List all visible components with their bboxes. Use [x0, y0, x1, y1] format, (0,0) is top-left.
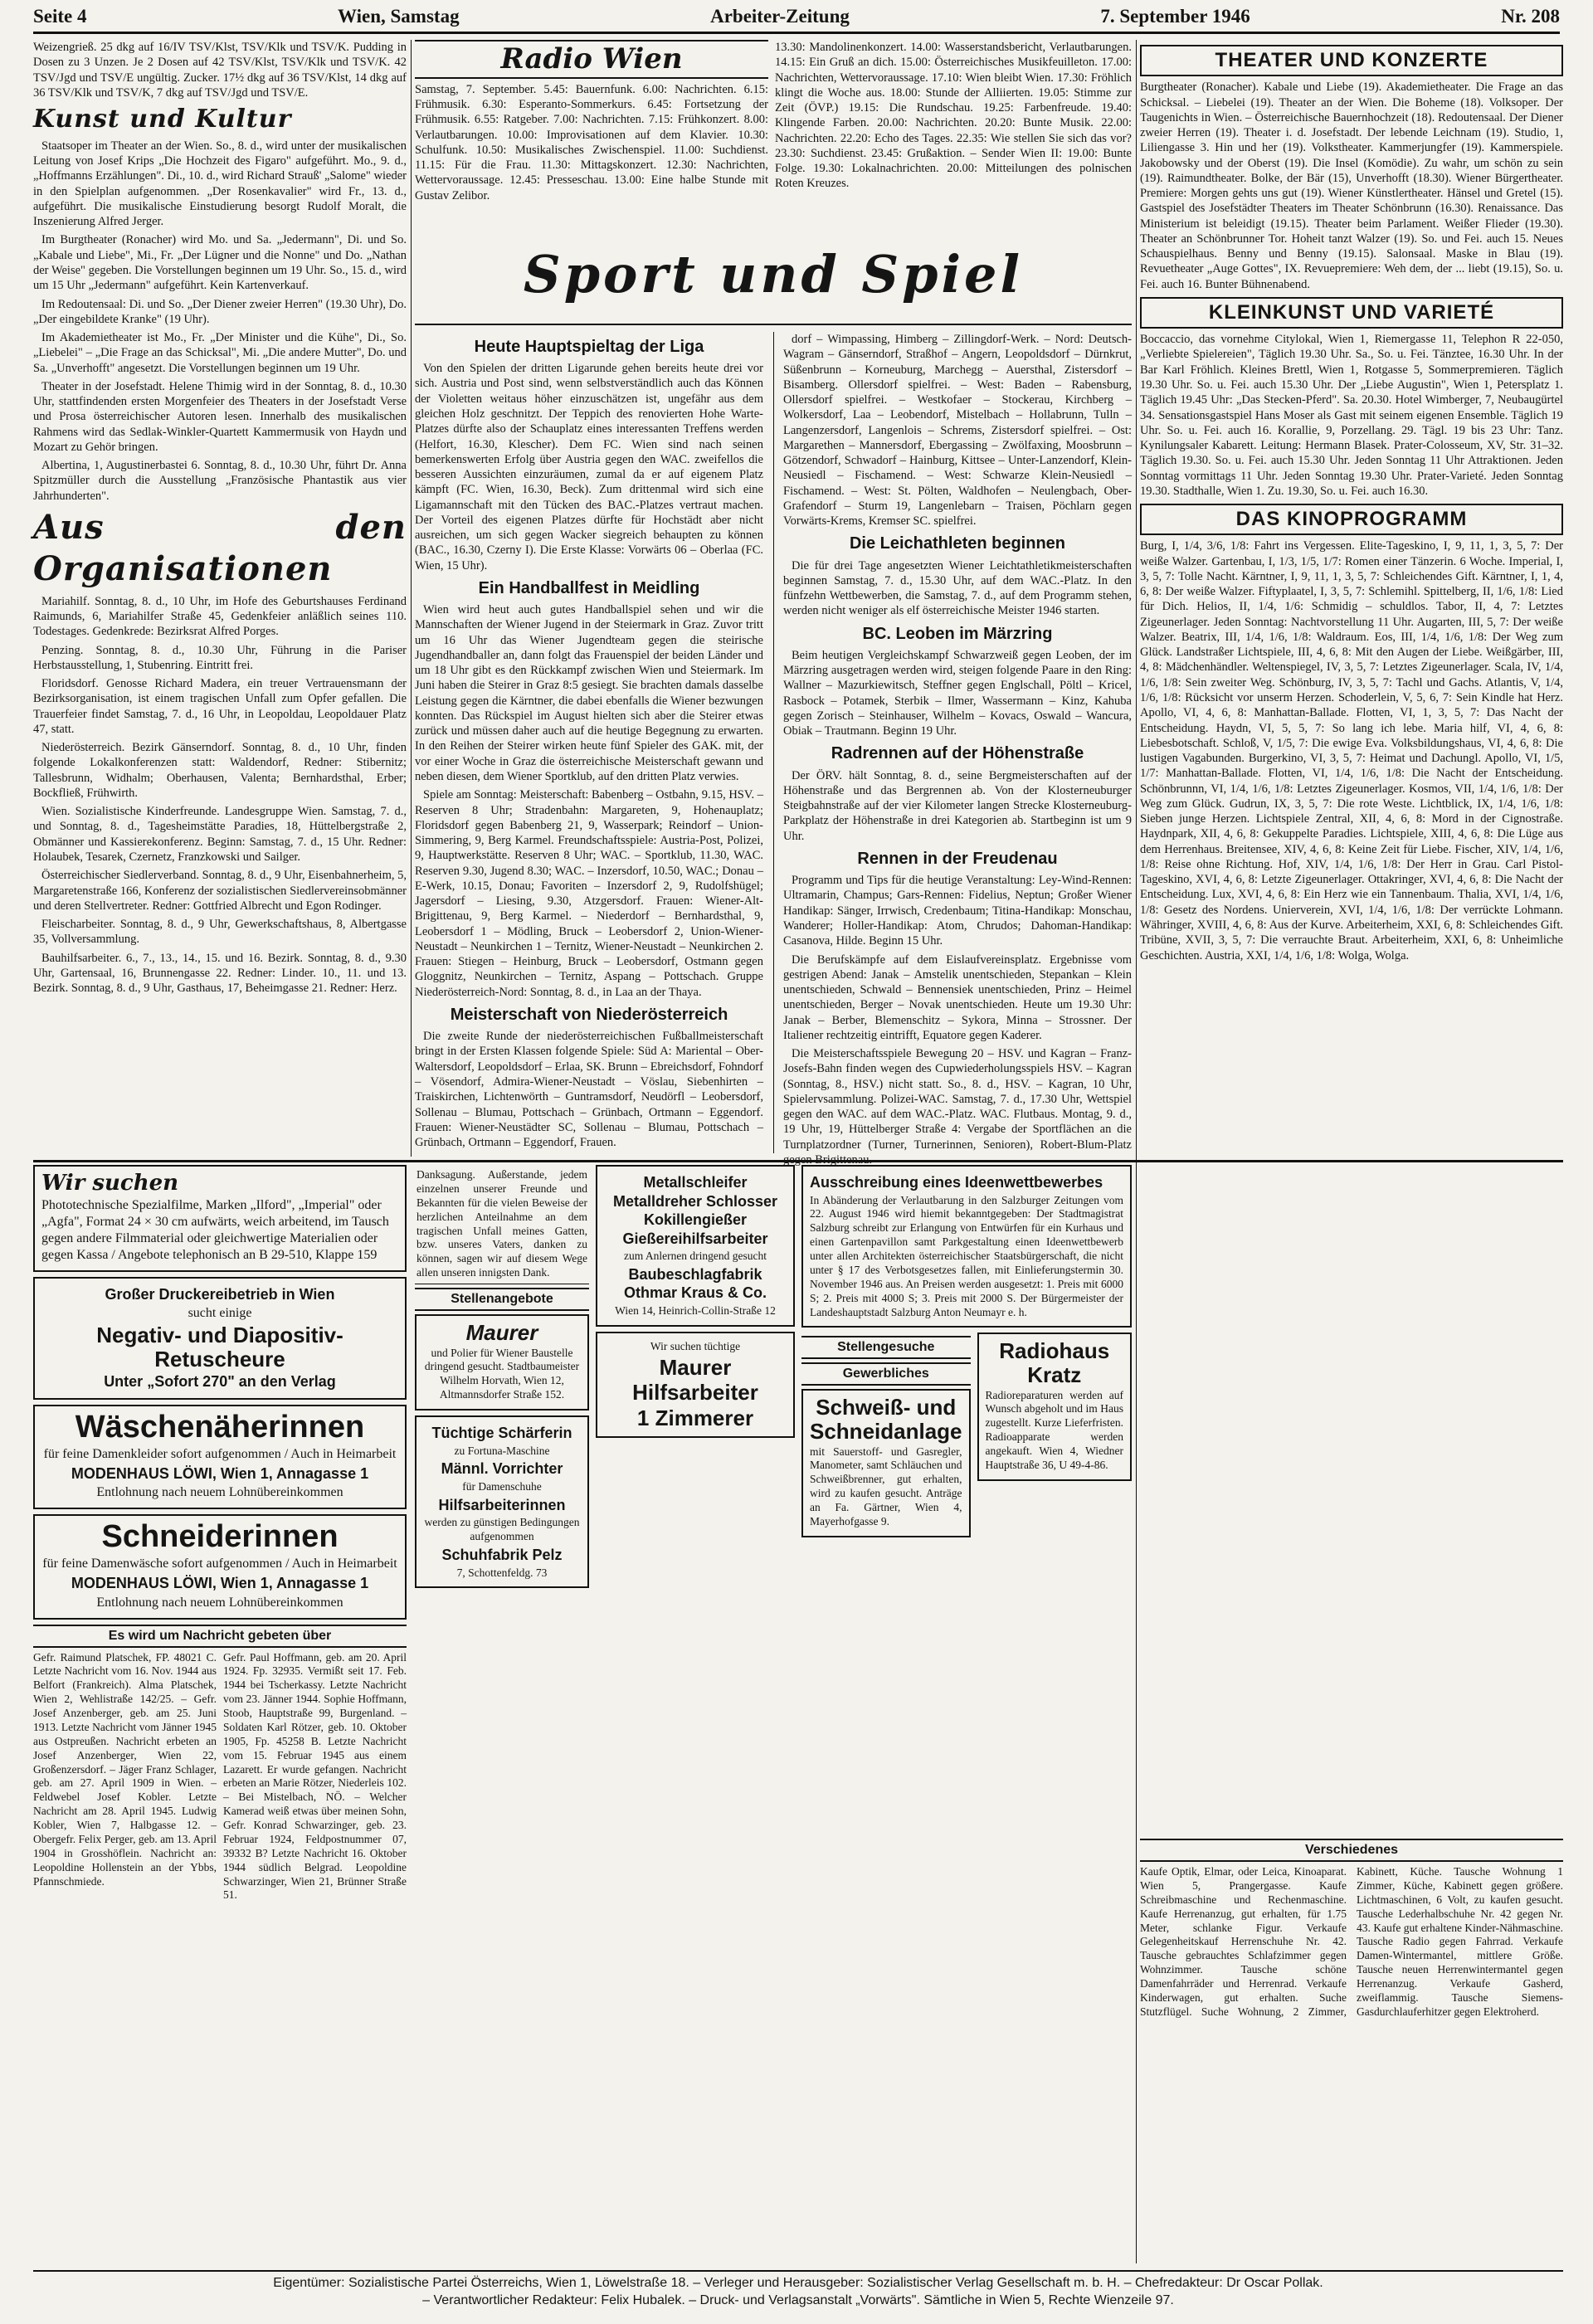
- sport-banner: [415, 244, 1132, 325]
- ads-column-b: [415, 1165, 589, 2260]
- org-item: Fleischarbeiter. Sonntag, 8. d., 9 Uhr, Gewerkschaftshaus, 8, Albertgasse 35, Vollversammlung.: [33, 918, 407, 947]
- stellenangebote-heading: Stellenangebote: [415, 1288, 589, 1311]
- nachricht-text: Gefr. Paul Hoffmann, geb. am 20. April 1924. Fp. 32935. Vermißt seit 17. Feb. 1944 bei Tscherkassy. Letzte Nachricht vom 23. Jänner 1944. Sophie Hoffmann, Stoob, Hauptstraße 99, Burgenland. – Soldaten Karl Rötzer, geb. 10. Oktober 1905, Fp. 45258 B. Letzte Nachricht vom 15. Februar 1945 aus einem Lazarett. Er wurde gefangen. Nachricht erbeten an Marie Rötzer, Niederleis 102. – Bei Mistelbach, NÖ. – Welcher Kamerad weiß etwas über meinen Sohn, Gefr. Konrad Schwarzinger, geb. 23. Februar 1924, Feldpostnummer 07, 39332 B? Letzte Nachricht 16. Oktober 1944 südlich Belgrad. Leopoldine Schwarzinger, Wien 21, Brünner Straße 51.: [223, 1650, 407, 1902]
- article-body: Beim heutigen Vergleichskampf Schwarzweiß gegen Leoben, der im Märzring ausgetragen werden wird, steigen folgende Paare in den Ring: Wallner – Mazurkiewitsch, Steffner gegen Englschall, Pöltl – Kricel, Rasbock – Potamek, Sterbik – Ilmer, Wassermann – Kinz, Kahuba gegen Zorisch – Steinhauser, Wilhelm – Kovacs, Oswald – Wancura, Obiak – Trautmann. Beginn 19 Uhr.: [783, 648, 1132, 738]
- sport-column-left: [415, 332, 763, 1153]
- nachricht-heading: Es wird um Nachricht gebeten über: [33, 1625, 407, 1648]
- column-left: [33, 40, 407, 1157]
- org-heading: Aus den Organisationen: [33, 507, 407, 589]
- ad-waeschenaeherinnen: [33, 1405, 407, 1509]
- article-body: Die Berufskämpfe auf dem Eislaufvereinsplatz. Ergebnisse vom gestrigen Abend: Janak – Amstelik unentschieden, Stepankan – Klein unentschieden, Schwald – Bennensiek unentschieden, Prinz – Heimel unentschieden, Berger – Novak unentschieden. Heute um 19.30 Uhr: Janak – Berber, Blemenschitz – Sykora, Minna – Strossner. Der Italiener rechtzeitig eintrifft, Equatore gegen Kaderer.: [783, 952, 1132, 1042]
- article-heading: Rennen in der Freudenau: [857, 850, 1058, 868]
- ad-text: Phototechnische Spezialfilme, Marken „Ilford", „Imperial" oder „Agfa", Format 24 × 30 cm aufwärts, weich arbeitend, im Tausch gegen andere Filmmaterial oder gleichwertige Materialien oder gegen Kassa / Angebote telephonisch an B 29-510, Klappe 159: [41, 1197, 389, 1262]
- ad-text: Radioreparaturen werden auf Wunsch abgeholt und im Haus zugestellt. Kurze Lieferfristen. Radioapparate werden angekauft. Wien 4, Wiedner Hauptstraße 36, U 49-4-86.: [985, 1388, 1123, 1471]
- ad-text: Männl. Vorrichter: [441, 1460, 563, 1478]
- ad-text: für feine Damenkleider sofort aufgenommen / Auch in Heimarbeit: [43, 1446, 397, 1461]
- imprint-line: Eigentümer: Sozialistische Partei Österreichs, Wien 1, Löwelstraße 18. – Verleger und Herausgeber: Sozialistischer Verlag Gesellschaft m. b. H. – Chefredakteur: Dr Oscar Pollak.: [273, 2276, 1323, 2290]
- ad-text: 7, Schottenfeldg. 73: [456, 1566, 548, 1579]
- article-body: Die zweite Runde der niederösterreichischen Fußballmeisterschaft bringt in der Ersten Klassen folgende Spiele: Süd A: Mariental – Ober-Waltersdorf, Leopoldsdorf – Erlaa, SK. Brunn – Ebreichsdorf, Fohndorf – Vösendorf, Admira-Wiener-Neustadt – Vöslau, Siebenhirten – Traiskirchen, Lichtenwörth – Guntramsdorf, Neudörfl – Leobersdorf, Sollenau – Blumau, Pottschach – Grünbach, Ortmann – Eggendorf. Frauen: Wiener-Neustädter SC, Sollenau – Blumau, Pottschach – Grünbach, Ortmann – Eggendorf, Frauen.: [415, 1030, 763, 1150]
- verschiedenes-text: Kaufe Optik, Elmar, oder Leica, Kinoaparat. Wien 5, Prangergasse. Kaufe Schreibmaschine und Rechenmaschine. Kaufe Herrenanzug, gut erhalten, für 1.75 Meter, schlanke Figur. Verkaufe Gelegenheitskauf Herrenschuhe Nr. 42. Tausche gebrauchtes Schlafzimmer gegen Wohnzimmer. Tausche schöne Damenfahrräder und Herrenrad. Verkaufe Kinderwagen, gut erhalten. Suche Stutzflügel. Suche Wohnung, 2 Zimmer, Kabinett, Küche. Tausche Wohnung 1 Zimmer, Küche, Kabinett gegen größere. Lichtmaschinen, 6 Volt, zu kaufen gesucht. Tausche Lederhalbschuhe Nr. 42 gegen Nr. 43. Kaufe gut erhaltene Kinder-Nähmaschine. Tausche Radio gegen Fahrrad. Verkaufe Damen-Wintermantel, mittlere Größe. Tausche neuen Herrenwintermantel gegen Herrenanzug. Verkaufe Gasherd, zweiflammig. Tausche Siemens-Gasdurchlauferhitzer gegen Elektroherd.: [1140, 1865, 1563, 2018]
- page-number: Seite 4: [33, 6, 87, 27]
- ad-text: Hilfsarbeiterinnen: [438, 1496, 566, 1513]
- ad-schweissanlage: [801, 1389, 971, 1537]
- ads-subcol: [801, 1333, 971, 1542]
- kunst-item: Staatsoper im Theater an der Wien. So., 8. d., wird unter der musikalischen Leitung von Josef Krips „Die Hochzeit des Figaro" aufgeführt. Mo., 9. d., „Hoffmanns Erzählungen". Di., 10. d., wird Richard Strauß' „Salome" wieder in den Spielplan aufgenommen. „Der Rosenkavalier" wird Fr., 13. d., aufgeführt. Die musikalische Einstudierung besorgt Rudolf Moralt, die Inszenierung Alfred Jerger.: [33, 139, 407, 229]
- masthead-title: Arbeiter-Zeitung: [710, 6, 850, 27]
- ration-notice: Weizengrieß. 25 dkg auf 16/IV TSV/Klst, TSV/Klk und TSV/K. Pudding in Dosen zu 3 Unzen. Je 2 Dosen auf 42 TSV/Klst, TSV/Klk und TSV/K. 42 TSV/Jgd und TSV/E ungültig. Zucker. 17½ dkg auf 36 TSV/Klst, 14 dkg auf 36 TSV/Klk und TSV/K, 7 dkg auf TSV/Jgd und TSV/E.: [33, 41, 407, 100]
- ad-radiohaus: [977, 1333, 1133, 1480]
- ad-heading: Maurer: [465, 1320, 538, 1345]
- ad-heading: Radiohaus Kratz: [999, 1338, 1110, 1387]
- article-heading: Die Leichathleten beginnen: [849, 534, 1066, 553]
- ads-column-c: [596, 1165, 795, 2260]
- ad-text: Baubeschlagfabrik Othmar Kraus & Co.: [623, 1265, 767, 1302]
- ad-text: MODENHAUS LÖWI, Wien 1, Annagasse 1: [71, 1464, 369, 1482]
- column-rule: [411, 40, 412, 1157]
- ad-maurer-hilfsarbeiter: [596, 1332, 795, 1439]
- theater-heading: THEATER UND KONZERTE: [1140, 45, 1563, 76]
- org-item: Penzing. Sonntag, 8. d., 10.30 Uhr, Führung in die Pariser Herbstausstellung, 1, Stubenring. Eintritt frei.: [33, 643, 407, 672]
- ad-text: mit Sauerstoff- und Gasregler, Manometer, samt Schläuchen und Schweißbrenner, gut erhalten, wird zu kaufen gesucht. Anträge an Fa. Gärtner, Wien 4, Mayerhofgasse 9.: [810, 1445, 962, 1527]
- ad-text: Entlohnung nach neuem Lohnübereinkommen: [96, 1595, 343, 1610]
- gewerbliches-heading: Gewerbliches: [801, 1362, 971, 1386]
- org-item: Floridsdorf. Genosse Richard Madera, ein treuer Vertrauensmann der Bezirksorganisation, ist einem tragischen Unfall zum Opfer gefallen. Die Trauerfeier findet Samstag, 7. d., 16 Uhr, in Leopoldau, Leopoldauer Platz 47, statt.: [33, 677, 407, 736]
- imprint-line: – Verantwortlicher Redakteur: Felix Hubalek. – Druck- und Verlagsanstalt „Vorwärts". Sämtliche in Wien 5, Rechte Wienzeile 97.: [422, 2292, 1174, 2307]
- ad-text: Hilfsarbeiter: [632, 1380, 758, 1406]
- ads-column-verschiedenes: [1140, 1835, 1563, 2260]
- kleinkunst-listing: Boccaccio, das vornehme Citylokal, Wien 1, Riemergasse 11, Telephon R 22-050, „Verliebte Spielereien", Täglich 19.30 Uhr. Sa., So. u. Fei. Tänztee, 16.30 Uhr. In der Bar Karl Fröhlich. Kleines Brettl, Wien 1, Rotgasse 5, Sommerpremieren. Täglich 19.30 Uhr. So. u. Fei. auch 15.30 Uhr. Der „Liebe Augustin", Wien 1, Petersplatz 1. Täglich 19.45 Uhr: „Das Stecken-Pferd". Sa. 20.30. Hotel Wimberger, 7, Neubaugürtel 34. Sensationsgastspiel Hans Moser als Gast mit seinem eigenen Ensemble. Täglich 19 Uhr. So. u. Fei. auch 16. Korallie, 9, Porzellang. 29. Tägl. 19 bis 23 Uhr: Tanz. Kynilungsaler Kabarett. Leitung: Hermann Blasek. Prater-Colosseum, XV, Str. 31–32. Täglich 19.30. So. u. Fei. auch 15.30 Uhr. Jeden Sonntag 11 Uhr Attraktionen. Jeden Sonntag vormittags 11 Uhr. Jeden Sonntag 19.30 Uhr. Prater-Varieté. Jeden Sonntag 19.30. Stadthalle, Wien 1. Zu. 19.30, So. u. Fei. auch 16.30.: [1140, 333, 1563, 498]
- article-body: Wien wird heut auch gutes Handballspiel sehen und wir die Mannschaften der Wiener Jugend in der Steiermark in Graz. Zuvor tritt um 16 Uhr das Wiener Jugendteam gegen die steirische Jugendhandballer an, dann folgt das Frauenspiel der beiden Länder und um 18 Uhr gibt es den Rückkampf zwischen Wien und Steiermark. Im Juni haben die Steirer in Graz 8:5 gesiegt. Sie brachten damals dasselbe Leistung gegen die Kärntner, die dabei ebenfalls die Wiener bezwungen konnten. Das Rückspiel im August hielten sich aber die Steirer etwas zurück und müssen daher auch auf die heutige Begegnung zu erwarten. In den Reihen der Steirer wirken heute fünf Spieler des GAK. mit, der vor einer Woche in Graz die österreichische Meisterschaft gewann und neben diesen, dem Wiener Sportklub, auf den dritten Platz verwies.: [415, 603, 763, 784]
- page-header: [33, 2, 1560, 34]
- ads-column-d: [801, 1165, 1132, 2260]
- ad-metallschleifer: [596, 1165, 795, 1327]
- imprint-footer: [33, 2270, 1563, 2310]
- ad-text: zum Anlernen dringend gesucht: [623, 1250, 767, 1262]
- nachricht-text: Gefr. Raimund Platschek, FP. 48021 C. Letzte Nachricht vom 16. Nov. 1944 aus Belfort (Frankreich). Alma Platschek, Wien 2, Wehlistraße 142/25. – Gefr. Josef Anzenberger, geb. am 25. Juni 1913. Letzte Nachricht vom Jänner 1945 aus Ostpreußen. Nachricht erbeten an Josef Anzenberger, Wien 22, Großenzersdorf. – Jäger Franz Schlager, geb. am 27. April 1909 in Wien. – Feldwebel Josef Kobler. Letzte Nachricht am 28. April 1945. Ludwig Kobler, Wien 7, Halbgasse 12. – Obergefr. Felix Perger, geb. am 13. April 1904 in Grosshöflein. Nachricht an: Leopoldine Hollenstein an der Ybbs, Pfannschmiede.: [33, 1650, 217, 1888]
- org-item: Österreichischer Siedlerverband. Sonntag, 8. d., 9 Uhr, Eisenbahnerheim, 5, Margaretenstraße 166, Konferenz der sozialistischen Siedlervereinsobmänner und deren Stellvertreter. Redner: Gottfried Albrecht und Egon Rodinger.: [33, 869, 407, 913]
- radio-column-continued: [775, 40, 1132, 274]
- article-heading: Meisterschaft von Niederösterreich: [450, 1006, 728, 1024]
- stellengesuche-heading: Stellengesuche: [801, 1336, 971, 1359]
- ads-subrow: [801, 1333, 1132, 1542]
- verschiedenes-heading: Verschiedenes: [1140, 1839, 1563, 1862]
- sport-heading: Sport und Spiel: [523, 244, 1024, 305]
- radio-program: Samstag, 7. September. 5.45: Bauernfunk. 6.00: Nachrichten. 6.15: Frühmusik. 6.30: Esperanto-Sommerkurs. 6.45: Fortsetzung der Frühmusik. 6.55: Ratgeber. 7.00: Nachrichten. 7.15: Frühkonzert. 8.00: Verlautbarungen. 10.00: Improvisationen auf dem Klavier. 10.30: Schulfunk. 10.50: Musikalisches Zwischenspiel. 11.00: Suchdienst. 11.15: Für die Frau. 11.30: Mittagskonzert. 12.30: Nachrichten, Wettervoraussage. 12.45: Presseschau. 13.00: Eine halbe Stunde mit Gustav Zelibor.: [415, 82, 768, 202]
- kunst-item: Albertina, 1, Augustinerbastei 6. Sonntag, 8. d., 10.30 Uhr, führt Dr. Anna Spitzmüller durch die Ausstellung „Französische Phantastik aus vier Jahrhunderten".: [33, 459, 407, 503]
- ad-ideenwettbewerb: [801, 1165, 1132, 1328]
- ad-text: Negativ- und Diapositiv-Retuscheure: [96, 1323, 343, 1372]
- radio-heading: Radio Wien: [415, 40, 768, 79]
- ad-text: In Abänderung der Verlautbarung in den Salzburger Zeitungen vom 22. August 1946 wird hiemit bekanntgegeben: Der Stadtmagistrat Salzburg schreibt zur Erlangung von Entwürfen für ein Kurhaus und einen Gartenpavillon samt Parkgestaltung einen Ideenwettbewerb unter allen Architekten österreichischer Staatsbürgerschaft, die nicht unter § 17 des Verbotsgesetzes fallen, mit Einlieferungstermin 30. November 1946 aus. An Preisen werden ausgesetzt: 1. Preis mit 6000 S; 2. Preis mit 4000 S; 3. Preis mit 2000 S. Der Bürgermeister der Landeshauptstadt Salzburg Anton Neumayr e. h.: [810, 1193, 1123, 1318]
- nachricht-block: [33, 1651, 407, 1903]
- article-body: Die Meisterschaftsspiele Bewegung 20 – HSV. und Kagran – Franz-Josefs-Bahn finden wegen des Cupwiederholungsspiels HSV. – Kagran (Sonntag, 8., HSV.) nicht statt. So., 8. d., HSV. – Kagran, 10 Uhr, Spielervsammlung. Polizei-WAC. Samstag, 7. d., 17.30 Uhr, Wettspiel gegen den WAC. auf dem WAC.-Platz. WAC. Flutbaus. Montag, 9. d., 19 Uhr, 19, Hüttelberger Straße 4: Vergabe der Sportflächen an die Turnplatzordner (Turner, Turnerinnen, Senioren), Robert-Blum-Platz gegen Brigittenau.: [783, 1047, 1132, 1167]
- header-date-right: 7. September 1946: [1100, 6, 1250, 27]
- article-heading: Ein Handballfest in Meidling: [478, 578, 700, 597]
- ad-heading: Wäschenäherinnen: [75, 1409, 365, 1445]
- ad-danksagung: Danksagung. Außerstande, jedem einzelnen unserer Freunde und Bekannten für die vielen Beweise der herzlichen Anteilnahme an dem tragischen Unfall meines Gatten, bzw. unseres Vaters, danken zu können, sagen wir auf diesem Wege allen unseren innigsten Dank.: [415, 1165, 589, 1284]
- column-rule: [1136, 40, 1137, 2263]
- kunst-item: Im Burgtheater (Ronacher) wird Mo. und Sa. „Jedermann", Di. und So. „Kabale und Liebe", Mi., Fr. „Der Lügner und die Nonne" und Do. „Nathan der Weise" gegeben. Die Vorstellungen beginnen um 19 Uhr. So., 15. d., wird um 15 Uhr „Jedermann" aufgeführt. Kein Kartenverkauf.: [33, 233, 407, 293]
- column-rule: [773, 332, 774, 1153]
- kleinkunst-heading: KLEINKUNST UND VARIETÉ: [1140, 297, 1563, 329]
- sport-section: [415, 244, 1132, 1167]
- ad-text: Metallschleifer Metalldreher Schlosser Kokillengießer Gießereihilfsarbeiter: [612, 1174, 778, 1247]
- article-heading: Radrennen auf der Höhenstraße: [831, 744, 1084, 763]
- sport-column-right: [783, 332, 1132, 1167]
- ad-text: Wien 14, Heinrich-Collin-Straße 12: [615, 1303, 776, 1317]
- article-body: Der ÖRV. hält Sonntag, 8. d., seine Bergmeisterschaften auf der Höhenstraße und das Bergrennen ab. Von der Klosterneuburger Steigbahnstraße auf der vier Kilometer langen Strecke Klosterneuburg-Parkplatz der Höhenstraße in drei Kategorien ab. Startbeginn ist um 9 Uhr.: [783, 768, 1132, 843]
- header-date: Wien, Samstag: [338, 6, 460, 27]
- article-heading: Heute Hauptspieltag der Liga: [474, 338, 704, 356]
- ad-heading: Schweiß- und Schneidanlage: [810, 1395, 962, 1444]
- ad-text: für Damenschuhe: [462, 1479, 542, 1493]
- ads-subcol: [977, 1333, 1133, 1542]
- ad-druckerei: [33, 1277, 407, 1400]
- ad-text: sucht einige: [188, 1306, 252, 1321]
- radio-column: [415, 40, 768, 274]
- article-heading: BC. Leoben im Märzring: [862, 624, 1053, 643]
- ad-text: Wir suchen tüchtige: [650, 1339, 741, 1352]
- kunst-item: Theater in der Josefstadt. Helene Thimig wird in der Sonntag, 8. d., 10.30 Uhr, stattfindenden ersten Morgenfeier des Theaters in der Josefstadt Verse und Prosa österreichischer Autoren lesen. Innerhalb des musikalischen Rahmens wird das Sedlak-Winkler-Quartett Kammermusik von Haydn und Mozart zu Gehör bringen.: [33, 379, 407, 454]
- issue-number: Nr. 208: [1501, 6, 1560, 27]
- org-item: Mariahilf. Sonntag, 8. d., 10 Uhr, im Hofe des Geburtshauses Ferdinand Raimunds, 6, Mariahilfer Straße 45, Gedenkfeier anläßlich seines 110. Todestages. Gedenkrede: Bezirksrat Alfred Porges.: [33, 594, 407, 639]
- ad-text: Großer Druckereibetrieb in Wien: [105, 1285, 335, 1303]
- ad-text: Entlohnung nach neuem Lohnübereinkommen: [96, 1485, 343, 1500]
- theater-listing: Burgtheater (Ronacher). Kabale und Liebe (19). Akademietheater. Die Frage an das Schicksal. – Liebelei (19). Theater an der Wien. Die Boheme (18). Volksoper. Der Taugenichts in Wien. – Österreichische Bauernhochzeit (18). Redoutensaal. Der Diener zweier Herren (19). Theater i. d. Josefstadt. Der lebende Leichnam (19). Studio, 1, Liliengasse 3. Hin und her (19). Volkstheater. Kammerjungfer (19). Kammerspiele. Jakobowsky und der Oberst (19). Die Insel (Komödie). Zu wahr, um schön zu sein (19). Raimundtheater. Bolke, der Bär (15), Unverhofft (18.30). Wiener Bürgertheater. Premiere: Morgen gehts uns gut (19). Wiener Künstlertheater. Hänsel und Gretel (15). Gastspiel des Josefstädter Theaters im Theater Schönbrunn (16.30). Renaissance. Das Ministerium ist beleidigt (19.15). Theater beim Parlament. Weißer Flieder (19.30). Theater an Schönbrunner Tor. Hoheit tanzt Walzer (19). So. und Fei. auch 15. Neues Schauspielhaus. Benny und Benny (19.15). Salonsaal. Maske in Blau (19). Revuetheater „Auge Gottes", IX. Revuepremiere: Weh dem, der ... liebt (19.15), So. u. Fei. auch 16. Bunter Bühnenabend.: [1140, 80, 1563, 291]
- article-body: Die für drei Tage angesetzten Wiener Leichtathletikmeisterschaften beginnen Samstag, 7. d., 15.30 Uhr, auf dem WAC.-Platz. In den fünfzehn Wettbewerben, die Samstag, 7. d., auf dem Programm stehen, werden nicht weniger als elf österreichische Meister 1946 starten.: [783, 558, 1132, 618]
- kunst-item: Im Akademietheater ist Mo., Fr. „Der Minister und die Kühe", Di., So. „Liebelei" – „Die Frage an das Schicksal", Mi. „Die andere Mutter", Do. und Sa. „Unverhofft" angesetzt. Die Vorstellungen beginnen um 19 Uhr.: [33, 331, 407, 375]
- ad-heading: Ausschreibung eines Ideenwettbewerbes: [810, 1174, 1103, 1191]
- ads-divider: [33, 1160, 1563, 1162]
- ad-schneiderinnen: [33, 1514, 407, 1619]
- ad-heading: Schneiderinnen: [101, 1519, 339, 1555]
- ads-column-a: [33, 1165, 407, 2260]
- ad-text: 1 Zimmerer: [636, 1405, 754, 1430]
- ad-text: werden zu günstigen Bedingungen aufgenommen: [424, 1516, 580, 1543]
- ad-schaerferin: [415, 1415, 589, 1588]
- kunst-item: Im Redoutensaal: Di. und So. „Der Diener zweier Herren" (19.30 Uhr), Do. „Der eingebildete Kranke" (19 Uhr).: [33, 297, 407, 326]
- article-body: Programm und Tips für die heutige Veranstaltung: Ley-Wind-Rennen: Ultramarin, Champus; Gars-Rennen: Fidelius, Neptun; Großer Wiener Handikap: Sänger, Irrwisch, Credenbaum; Titina-Handikap: Monschau, Wanderer; Holler-Handikap: Atom, Chrudos; Dahoman-Handikap: Casanova, Hilde. Beginn 15 Uhr.: [783, 874, 1132, 948]
- org-item: Bauhilfsarbeiter. 6., 7., 13., 14., 15. und 16. Bezirk. Sonntag, 8. d., 9.30 Uhr, Gartensaal, 16, Brunnengasse 22. Redner: Linder. 10., 11. und 13. Bezirk. Sonntag, 8. d., 9 Uhr, Gasthaus, 17, Beheimgasse 21. Redner: Herz.: [33, 951, 407, 996]
- article-body: dorf – Wimpassing, Himberg – Zillingdorf-Werk. – Nord: Deutsch-Wagram – Gänserndorf, Straßhof – Angern, Leopoldsdorf – Dürnkrut, Süßenbrunn – Korneuburg, Marchegg – Auersthal, Zistersdorf – Bisamberg. Ollersdorf spielfrei. – West: Baden – Rabensburg, Ollersdorf spielfrei. – Westkofaer – Stockerau, Kirchberg – Wolkersdorf, Laa – Leobendorf, Mistelbach – Hollabrunn, Tulln – Langenzersdorf, Langenlois – Schrems, Zistersdorf spielfrei. – Ost: Margarethen – Mannersdorf, Ebergassing – Zwölfaxing, Moosbrunn – Götzendorf, Schwadorf – Hainburg, Kittsee – Unter-Lanzendorf, Klein-Neusiedl – Fischamend. – West: Schwarze Klein-Neusiedl – Fischamend. – West: St. Pölten, Waldhofen – Neulengbach, Ober-Grafendorf – Sturm 19, Langenlebarn – Traisen, Pöchlarn gegen Vorwärts-Krems, Kremser SC. spielfrei.: [783, 333, 1132, 529]
- column-right: [1140, 40, 1563, 1157]
- ad-heading: Wir suchen: [41, 1171, 179, 1196]
- article-body: Spiele am Sonntag: Meisterschaft: Babenberg – Ostbahn, 9.15, HSV. – Reserven 8 Uhr; Stradenbahn: Margareten, 9, Hohenauplatz; Floridsdorf gegen Babenberg 21, 9, Wasserpark; Reindorf – Union-Simmering, 9, Berg Karmel. Freundschaftsspiele: Austria-Post, Polizei, 9, Hauptwerkstätte. Reserven 8 Uhr; WAC. – Sportklub, 11.30, WAC. Reserven 9.30, Jugend 8.30; WAC. – Inzersdorf, 10.50, WAC.; Donau – E-Werk, 10.15, Donau; Favoriten – Inzersdorf 2, 9, Rudolfshügel; Jagersdorf – Liesing, 9.30, Atzgersdorf. Frauen: Wiener-Alt-Brigittenau, 9, Berg Karmel. – Niederdorf – Bernhardsthal, 9, Leobersdorf 1 – Mödling, Bruck – Leobersdorf 2, Union-Wiener-Neustadt – Neunkirchen 1 – Ternitz, Wiener-Neustadt – Neunkirchen 2. Frauen: Stiegen – Heinburg, Bruck – Leobersdorf, Ostmann gegen Gloggnitz, Neunkirchen – Ternitz, Aspang – Pottschach. Gruppe Niederösterreich-Nord: Sonntag, 8. d., in Laa an der Thaya.: [415, 788, 763, 999]
- ad-text: für feine Damenwäsche sofort aufgenommen / Auch in Heimarbeit: [42, 1557, 397, 1571]
- ad-wir-suchen: [33, 1165, 407, 1272]
- ad-text: Schuhfabrik Pelz: [441, 1547, 563, 1564]
- article-body: Von den Spielen der dritten Ligarunde gehen bereits heute drei vor sich. Austria und Post sind, wenn selbstverständlich auch das Können der Violetten weitaus höher einzuschätzen ist, ungefähr aus dem gleichen Holz geschnitzt. Der Teppich des renovierten Hohe Warte-Platzes dürfte also der Schauplatz eines interessanten Treffens werden (Helfort, 16.30, Klescher). Dem FC. Wien sind nach seinen bemerkenswerten Erfolg über Austria gegen den WAC. zweifellos die besseren Aussichten einzuräumen, zumal da er auf eigenem Platz kämpft (FC. Wien, 16.30, Beck). Zum drittenmal wird sich eine Ligamannschaft mit den Tücken des BAC.-Platzes vertraut machen. Der Vorteil des eigenen Platzes dürfte für Hochstädt aber nicht ausreichen, um sich gegen Wacker siegreich behaupten zu können (BAC., 16.30, Czerny I). Die Erste Klasse: Vorwärts 06 – Oberlaa (FC. Wien, 15 Uhr).: [415, 362, 763, 572]
- ad-text: MODENHAUS LÖWI, Wien 1, Annagasse 1: [71, 1575, 369, 1592]
- radio-program-continued: 13.30: Mandolinenkonzert. 14.00: Wasserstandsbericht, Verlautbarungen. 14.15: Ein Gruß an dich. 15.00: Österreichisches Musikfeuilleton. 17.00: Nachrichten, Wettervoraussage. 17.10: Wien bleibt Wien. 17.30: Fröhlich klingt die Woche aus. 18.00: Stunde der Alliierten. 19.05: Stimme zur Zeit (ÖVP.) 19.15: Die Rundschau. 19.25: Farbenfreude. 19.40: Klingende Farben. 20.00: Nachrichten. 20.20: Bunte Musik. 22.00: Nachrichten. 22.20: Echo des Tages. 22.35: Wie stellen Sie sich das vor? 23.30: Suchdienst. 23.45: Grußaktion. – Sender Wien II: 19.00: Bunte Folge. 19.30: Lokalnachrichten. 20.00: Mitteilungen des polnischen Roten Kreuzes.: [775, 41, 1132, 191]
- kino-listing: Burg, I, 1/4, 3/6, 1/8: Fahrt ins Vergessen. Elite-Tageskino, I, 9, 11, 1, 3, 5, 7: Der weiße Walzer. Gartenbau, I, 1/3, 1/5, 1/7: Romen einer Tänzerin. 6 Woche. Imperial, I, 3, 5, 7: Tolle Nacht. Kärntner, I, 9, 11, 1, 3, 5, 7: Schleichendes Gift. Kärntner, I, 1, 4, 6, 8: Der weiße Walzer. Fiftyplaatel, I, 3, 5, 7: Schlemihl. Spittelberg, II, 1/6, 1/8: Lied für Dich. Helios, II, 1/4, 1/6: Schmidig – schuldlos. Tabor, II, 4, 7: Letztes Zigeunerlager. Jeden Sonntag: Nachtvorstellung 11 Uhr. Augarten, III, 5, 7: Der weiße Walzer. Beatrix, III, 1/4, 1/6, 1/8: Waldraum. Eos, III, 1/4, 1/6, 1/8: Der Weg zum Glück. Landstraßer Lichtspiele, III, 4, 6, 8: Mit den Augen der Liebe. Weißgärber, III, 4, 8: Mädchenhändler. Weltenspiegel, IV, 3, 5, 7: Letztes Zigeunerlager. Scala, IV, 1/4, 1/6, 1/8: Sein zweiter Weg. Schönburg, IV, 3, 5, 7: Tachl und Gachs. Atlantis, V, 1/4, 1/6, 1/8: Rücksicht vor unserm Herzen. Schoderlein, V, 5, 6, 7: Sein Kindle hat Herz. Apollo, VI, 4, 6, 8: Manhattan-Ballade. Flotten, VI, 1, 3, 5, 7: Das Nacht der Entscheidung. Haydn, VI, 5, 5, 7: So lang ich lebe. Maria hilf, VI, 4, 6, 8: Liebesbotschaft. Schloß, V, 1/5, 7: Die ewige Eva. Volksbildungshaus, VI, 4, 6, 8: Die lustigen Vagabunden. Burgerkino, VI, 3, 5, 7: Heimat und Dachungl. Apollo, VI, 1/5, 1/7: Manhattan-Ballade. Flotten, VI, 1/4, 1/6, 1/8: Die Nacht der Entscheidung. Schönbrunnn, VI, 1/4, 1/6, 1/8: Letztes Zigeunerlager. Kosmos, VII, 1/4, 1/6, 1/8: Der Weg zum Glück. Gudrun, IX, 3, 5, 7: Die rote Weste. Lichtblick, IX, 1/4, 1/6, 1/8: Sieben junge Herzen. Lichtspiele Zentral, XII, 4, 6, 8: Mord in der Cignostraße. Haydnpark, XII, 4, 6, 8: Gekuppelte Paradies. Lichtspiele, XIII, 4, 6, 8: Die Lüge aus dem Herrenhaus. Breitensee, XIV, 4, 6, 8: Keine Zeit für Liebe. Fischer, XIV, 1/4, 1/6, 1/8: Reise ohne Richtung. Hof, XIV, 1/4, 1/6, 1/8: Der Herr in Grau. Carl Pistol-Tageskino, XVI, 4, 6, 8: Letzte Zigeunerlager. Ottakringer, XVI, 4, 6, 8: Die Nacht der Entscheidung. Lux, XVI, 4, 6, 8: Ein Herz wie ein Tannenbaum. Thalia, XVI, 1/4, 1/6, 1/8: Gesetz des Nordens. Unierverein, XVI, 1/4, 1/6, 1/8: Der verrückte Lohmann. Währinger, XVIII, 4, 6, 8: Aus der Kurve. Arbeiterheim, XXI, 6, 8: Schleichendes Gift. Tribüne, XVII, 3, 5, 7: Die verrauchte Braut. Arbeiterheim, XXI, 6, 8: Unheimliche Geschichten. Austria, XXI, 1/4, 1/6, 1/8: Wolga, Wolga.: [1140, 539, 1563, 962]
- kunst-heading: Kunst und Kultur: [33, 105, 292, 134]
- ad-maurer: [415, 1314, 589, 1410]
- org-item: Wien. Sozialistische Kinderfreunde. Landesgruppe Wien. Samstag, 7. d., und Sonntag, 8. d., Tagesheimstätte Paradies, 18, Hüttelbergstraße 2, Obmänner und Kassierekonferenz. Beginn: Samstag, 7. d., 15 Uhr. Redner: Holaubek, Tesarek, Czernetz, Franzkowski und Sailger.: [33, 805, 407, 864]
- kino-heading: DAS KINOPROGRAMM: [1140, 504, 1563, 535]
- ad-text: Unter „Sofort 270" an den Verlag: [104, 1373, 336, 1391]
- ad-text: zu Fortuna-Maschine: [454, 1444, 550, 1457]
- ad-text: Tüchtige Schärferin: [431, 1425, 572, 1442]
- ad-text: und Polier für Wiener Baustelle dringend gesucht. Stadtbaumeister Wilhelm Horvath, Wien 12, Altmannsdorfer Straße 152.: [424, 1346, 580, 1401]
- org-item: Niederösterreich. Bezirk Gänserndorf. Sonntag, 8. d., 10 Uhr, finden folgende Lokalkonferenzen statt: Waldendorf, Redner: Stibernitz; Tallesbrunn, Widhalm; Oberhausen, Valenta; Bernhardsthal, Erber; Bockfließ, Frühwirth.: [33, 741, 407, 800]
- ad-text: Maurer: [659, 1354, 732, 1380]
